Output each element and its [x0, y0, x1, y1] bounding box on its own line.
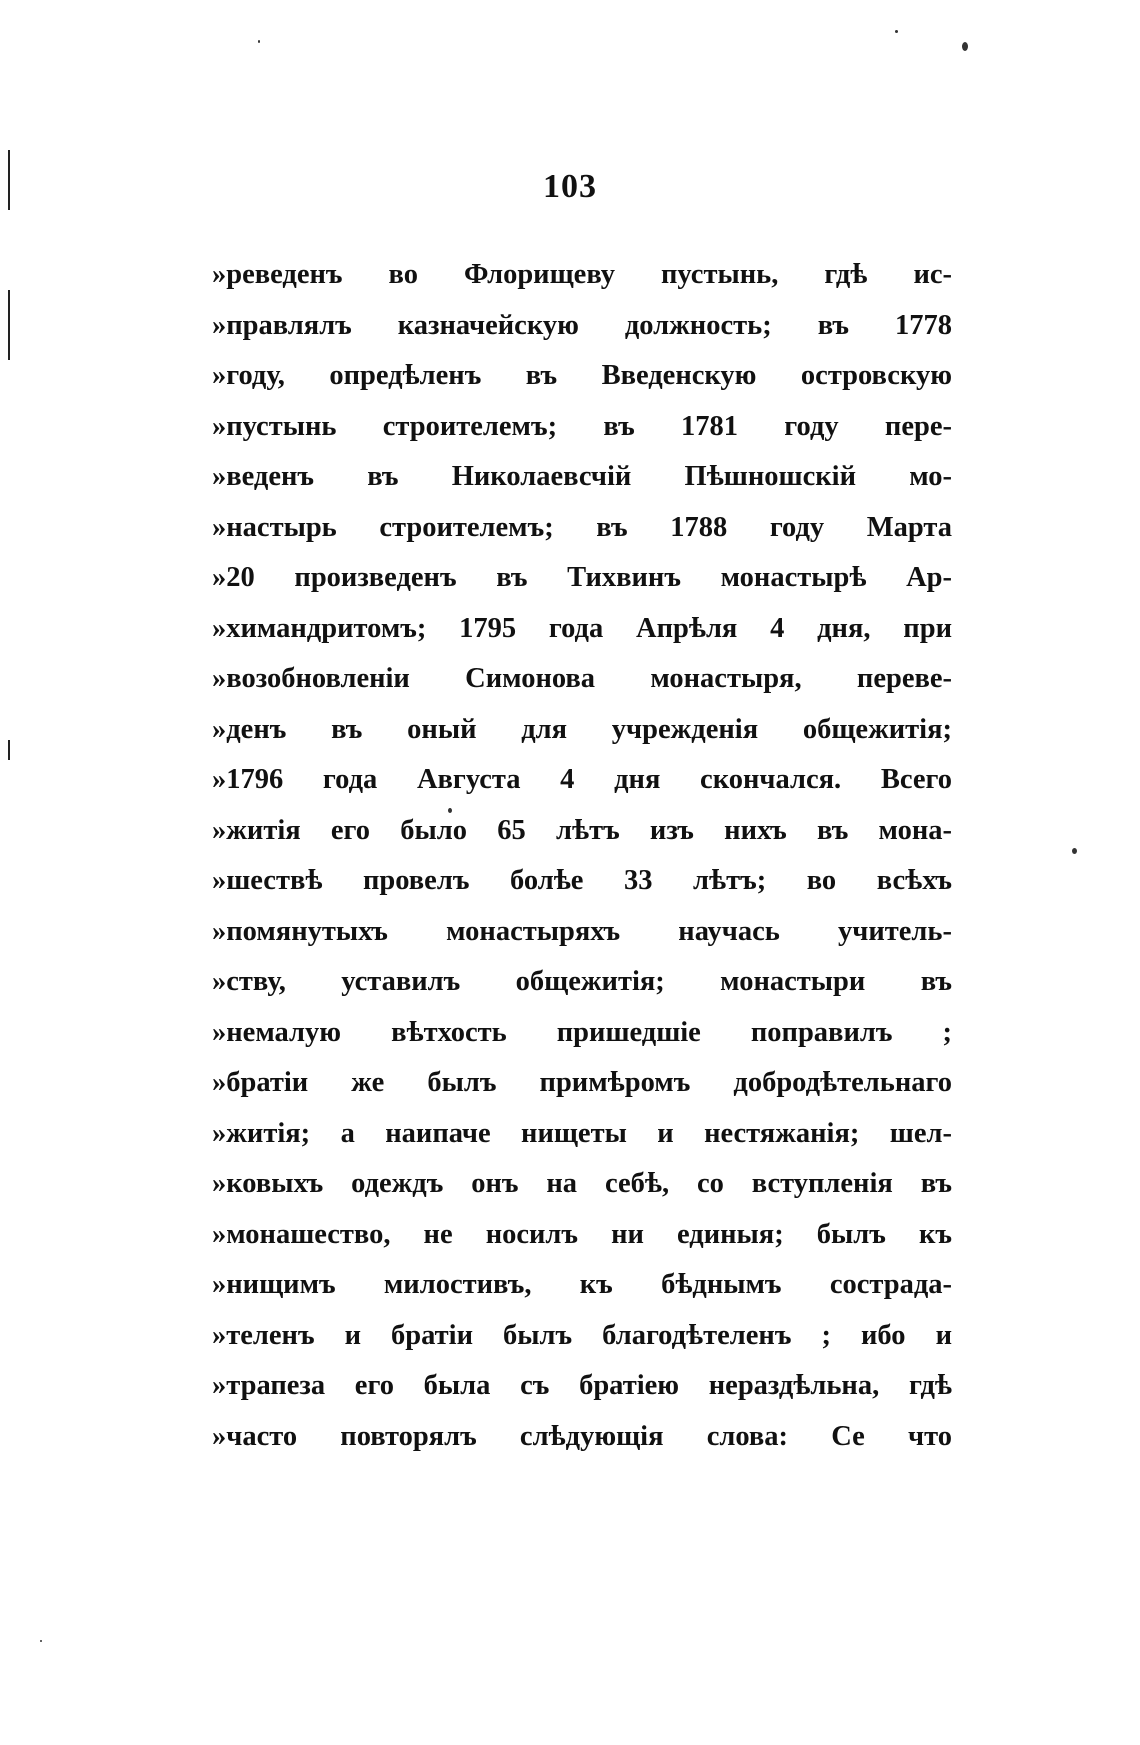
paper-speck — [962, 42, 968, 51]
paper-speck — [40, 1640, 42, 1642]
text-line: »житія; а наипаче нищеты и нестяжанія; шел- — [212, 1117, 952, 1149]
text-line: »пустынь строителемъ; въ 1781 году пере- — [212, 410, 952, 442]
text-line: »денъ въ оный для учрежденія общежитія; — [212, 713, 952, 745]
text-line: »реведенъ во Флорищеву пустынь, гдѣ ис- — [212, 259, 952, 290]
paper-speck — [258, 40, 260, 43]
text-line: »братіи же былъ примѣромъ добродѣтельнаго — [212, 1067, 952, 1098]
margin-line-mark — [8, 290, 10, 360]
text-line: »монашество, не носилъ ни единыя; былъ къ — [212, 1218, 952, 1250]
body-text — [212, 250, 952, 1462]
text-line: »теленъ и братіи былъ благодѣтеленъ ; ибо и — [212, 1319, 952, 1351]
text-line: »житія его было 65 лѣтъ изъ нихъ въ мона- — [212, 814, 952, 846]
text-line: »настырь строителемъ; въ 1788 году Марта — [212, 511, 952, 543]
text-line: »трапеза его была съ братіею нераздѣльна, гдѣ — [212, 1370, 952, 1401]
text-line: »1796 года Августа 4 дня скончался. Всего — [212, 764, 952, 795]
text-line: »помянутыхъ монастыряхъ научась учитель- — [212, 915, 952, 947]
page-number: 103 — [543, 168, 597, 205]
text-line: »шествѣ провелъ болѣе 33 лѣтъ; во всѣхъ — [212, 865, 952, 896]
paper-speck — [895, 30, 898, 33]
text-line: »химандритомъ; 1795 года Апрѣля 4 дня, при — [212, 612, 952, 644]
paper-speck — [1072, 848, 1077, 854]
text-line: »веденъ въ Николаевсчій Пѣшношскій мо- — [212, 461, 952, 492]
text-line: »году, опредѣленъ въ Введенскую островскую — [212, 360, 952, 391]
text-line: »правлялъ казначейскую должность; въ 1778 — [212, 309, 952, 341]
text-line: »немалую вѣтхость пришедшіе поправилъ ; — [212, 1016, 952, 1048]
text-line: »возобновленіи Симонова монастыря, переве- — [212, 663, 952, 694]
text-line: »ковыхъ одеждъ онъ на себѣ, со вступленія въ — [212, 1168, 952, 1199]
text-line: »20 произведенъ въ Тихвинъ монастырѣ Ар- — [212, 562, 952, 593]
text-line: »нищимъ милостивъ, къ бѣднымъ сострада- — [212, 1269, 952, 1300]
text-line: »ству, уставилъ общежитія; монастыри въ — [212, 966, 952, 997]
margin-line-mark — [8, 740, 10, 760]
text-line: »часто повторялъ слѣдующія слова: Се что — [212, 1420, 952, 1452]
